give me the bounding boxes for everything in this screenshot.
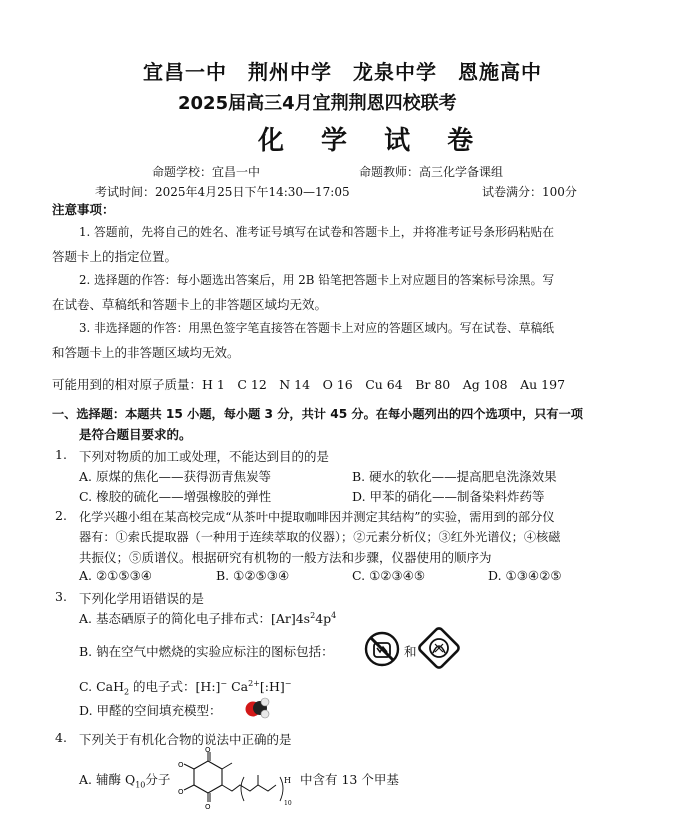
q1-number: 1. [55, 447, 67, 462]
coenzyme-q10-structure-icon [178, 747, 298, 815]
q4-option-a-tail: 中含有 13 个甲基 [300, 772, 399, 787]
meta-time: 考试时间：2025年4月25日下午14:30—17:05 [95, 185, 350, 199]
q2-option-a: A. ②①⑤③④ [79, 568, 153, 583]
q1-stem: 下列对物质的加工或处理，不能达到目的的是 [79, 449, 330, 464]
q1-option-a: A. 原煤的焦化——获得沥青焦炭等 [79, 469, 271, 484]
notice-item3-line1: 3. 非选择题的作答：用黑色签字笔直接答在答题卡上对应的答题区域内。写在试卷、草稿纸 [79, 321, 555, 335]
goggles-warning-icon [363, 630, 401, 672]
notice-item3-line2: 和答题卡上的非答题区域均无效。 [52, 345, 240, 360]
notice-item2-line2: 在试卷、草稿纸和答题卡上的非答题区域均无效。 [52, 297, 328, 312]
q4-stem: 下列关于有机化合物的说法中正确的是 [79, 732, 292, 747]
q2-line3: 共振仪；⑤质谱仪。根据研究有机物的一般方法和步骤，仪器使用的顺序为 [79, 550, 492, 565]
atomic-masses: 可能用到的相对原子质量：H 1 C 12 N 14 O 16 Cu 64 Br 80 Ag 108 Au 197 [52, 377, 566, 392]
formaldehyde-model-icon [244, 697, 270, 723]
q1-option-c: C. 橡胶的硫化——增强橡胶的弹性 [79, 489, 272, 504]
q3-option-d: D. 甲醛的空间填充模型： [79, 703, 222, 718]
q2-option-b: B. ①②⑤③④ [216, 568, 290, 583]
q2-option-d: D. ①③④②⑤ [488, 568, 562, 583]
q3-option-a: A. 基态硒原子的简化电子排布式：$[Ar]4s^24p^4$ [79, 610, 337, 626]
q4-option-a: A. 辅酶 $Q_{10}$分子 [79, 772, 171, 790]
struct-n-label: 10 [284, 800, 292, 807]
q3-and-text: 和 [404, 644, 417, 659]
section1-line1: 一、选择题：本题共 15 小题，每小题 3 分，共计 45 分。在每小题列出的四个选项中，只有一项 [52, 407, 583, 421]
q1-option-b: B. 硬水的软化——提高肥皂洗涤效果 [352, 469, 557, 484]
meta-teacher: 命题教师：高三化学备课组 [359, 165, 504, 179]
q4-number: 4. [55, 730, 67, 745]
notice-item1-line2: 答题卡上的指定位置。 [52, 249, 178, 264]
svg-text:O: O [205, 803, 211, 811]
meta-score: 试卷满分：100分 [482, 185, 577, 199]
q2-number: 2. [55, 508, 67, 523]
q3-number: 3. [55, 589, 67, 604]
notice-item1-line1: 1. 答题前，先将自己的姓名、准考证号填写在试卷和答题卡上，并将准考证号条形码粘贴在 [79, 225, 555, 239]
q3-option-c: C. CaH$_2$ 的电子式：[H:]− $Ca^{2+}[:H]^-$ [79, 678, 292, 697]
schools-title: 宜昌一中 荆州中学 龙泉中学 恩施高中 [143, 60, 542, 84]
q3-option-b: B. 钠在空气中燃烧的实验应标注的图标包括： [79, 644, 334, 659]
notice-item2-line1: 2. 选择题的作答：每小题选出答案后，用 2B 铅笔把答题卡上对应题目的答案标号涂黑。写 [79, 273, 555, 287]
q2-option-c: C. ①②③④⑤ [352, 568, 426, 583]
subject-title: 化 学 试 卷 [258, 126, 488, 156]
exam-title: 2025届高三4月宜荆荆恩四校联考 [178, 93, 457, 114]
hot-surface-warning-icon [418, 627, 460, 673]
notice-title: 注意事项： [52, 202, 115, 217]
q3-stem: 下列化学用语错误的是 [79, 591, 205, 606]
q2-line1: 化学兴趣小组在某高校完成“从茶叶中提取咖啡因并测定其结构”的实验，需用到的部分仪 [79, 510, 555, 524]
q2-line2: 器有：①索氏提取器（一种用于连续萃取的仪器）；②元素分析仪；③红外光谱仪；④核磁 [79, 530, 561, 544]
q1-option-d: D. 甲苯的硝化——制备染料炸药等 [352, 489, 545, 504]
svg-text:O: O [205, 747, 211, 754]
svg-text:O: O [178, 761, 184, 769]
section1-line2: 是符合题目要求的。 [79, 427, 192, 442]
svg-text:O: O [178, 788, 184, 796]
meta-school: 命题学校：宜昌一中 [152, 165, 261, 179]
struct-h-label: H [284, 776, 291, 785]
